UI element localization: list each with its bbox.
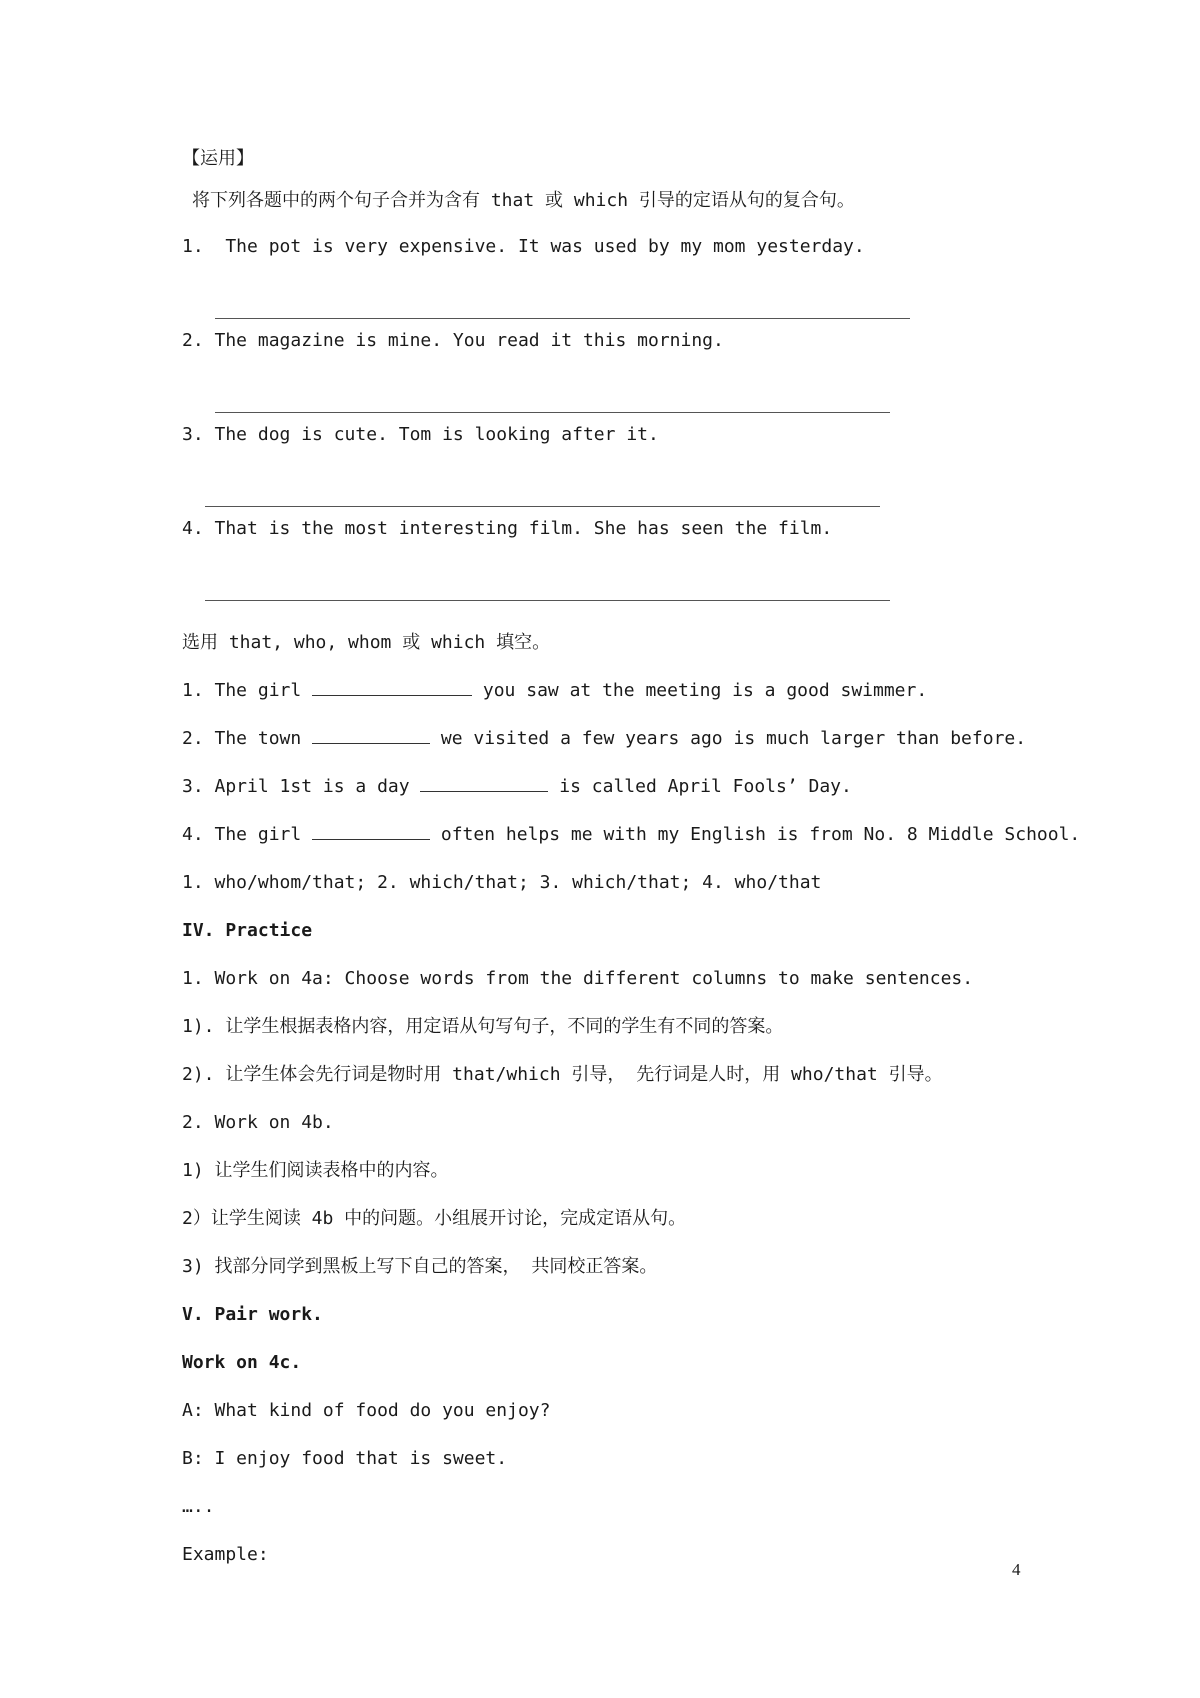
pair-work-line-3: …..: [182, 1496, 215, 1517]
practice-line-7: 3) 找部分同学到黑板上写下自己的答案， 共同校正答案。: [182, 1256, 658, 1277]
practice-line-4: 2. Work on 4b.: [182, 1112, 334, 1133]
exercise-item-3: 3. The dog is cute. Tom is looking after it.: [182, 424, 659, 445]
pair-work-line-4: Example:: [182, 1544, 269, 1565]
fill-in-item-1-before: 1. The girl: [182, 680, 313, 701]
fill-in-item-4-after: often helps me with my English is from No. 8 Middle School.: [430, 824, 1081, 845]
fill-in-blank-3[interactable]: [420, 775, 548, 792]
exercise-item-1: 1. The pot is very expensive. It was used by my mom yesterday.: [182, 236, 865, 257]
fill-in-item-4-before: 4. The girl: [182, 824, 313, 845]
fill-in-item-3-before: 3. April 1st is a day: [182, 776, 421, 797]
fill-in-item-1-after: you saw at the meeting is a good swimmer.: [472, 680, 928, 701]
section-heading-practice: IV. Practice: [182, 920, 313, 941]
answer-blank-2[interactable]: [215, 412, 890, 413]
fill-in-item-2: [182, 726, 1026, 752]
fill-in-item-2-after: we visited a few years ago is much larger than before.: [430, 728, 1027, 749]
page-number: 4: [1012, 1560, 1021, 1579]
fill-in-item-2-before: 2. The town: [182, 728, 313, 749]
section-heading-pair-work: V. Pair work.: [182, 1304, 323, 1325]
practice-line-2: 1). 让学生根据表格内容，用定语从句写句子，不同的学生有不同的答案。: [182, 1016, 784, 1037]
answer-blank-4[interactable]: [205, 600, 890, 601]
fill-in-blank-2[interactable]: [312, 727, 430, 744]
pair-work-line-2: B: I enjoy food that is sweet.: [182, 1448, 508, 1469]
exercise-item-4: 4. That is the most interesting film. She has seen the film.: [182, 518, 833, 539]
fill-in-item-3: [182, 774, 852, 800]
fill-in-answers: 1. who/whom/that; 2. which/that; 3. which/that; 4. who/that: [182, 872, 822, 893]
answer-blank-3[interactable]: [205, 506, 880, 507]
fill-in-item-3-after: is called April Fools’ Day.: [548, 776, 852, 797]
pair-work-subheading: Work on 4c.: [182, 1352, 302, 1373]
pair-work-line-1: A: What kind of food do you enjoy?: [182, 1400, 551, 1421]
fill-in-blank-4[interactable]: [312, 823, 430, 840]
practice-line-5: 1) 让学生们阅读表格中的内容。: [182, 1160, 449, 1181]
section-heading-usage: 【运用】: [182, 148, 254, 169]
fill-in-blank-1[interactable]: [312, 679, 472, 696]
fill-in-instruction: 选用 that, who, whom 或 which 填空。: [182, 632, 551, 653]
practice-line-3: 2). 让学生体会先行词是物时用 that/which 引导， 先行词是人时，用 who/that 引导。: [182, 1064, 943, 1085]
practice-line-1: 1. Work on 4a: Choose words from the different columns to make sentences.: [182, 968, 974, 989]
practice-line-6: 2）让学生阅读 4b 中的问题。小组展开讨论，完成定语从句。: [182, 1208, 687, 1229]
usage-instruction: 将下列各题中的两个句子合并为含有 that 或 which 引导的定语从句的复合句。: [192, 190, 855, 211]
answer-blank-1[interactable]: [215, 318, 910, 319]
fill-in-item-1: [182, 678, 927, 704]
exercise-item-2: 2. The magazine is mine. You read it this morning.: [182, 330, 724, 351]
fill-in-item-4: [182, 822, 1080, 848]
